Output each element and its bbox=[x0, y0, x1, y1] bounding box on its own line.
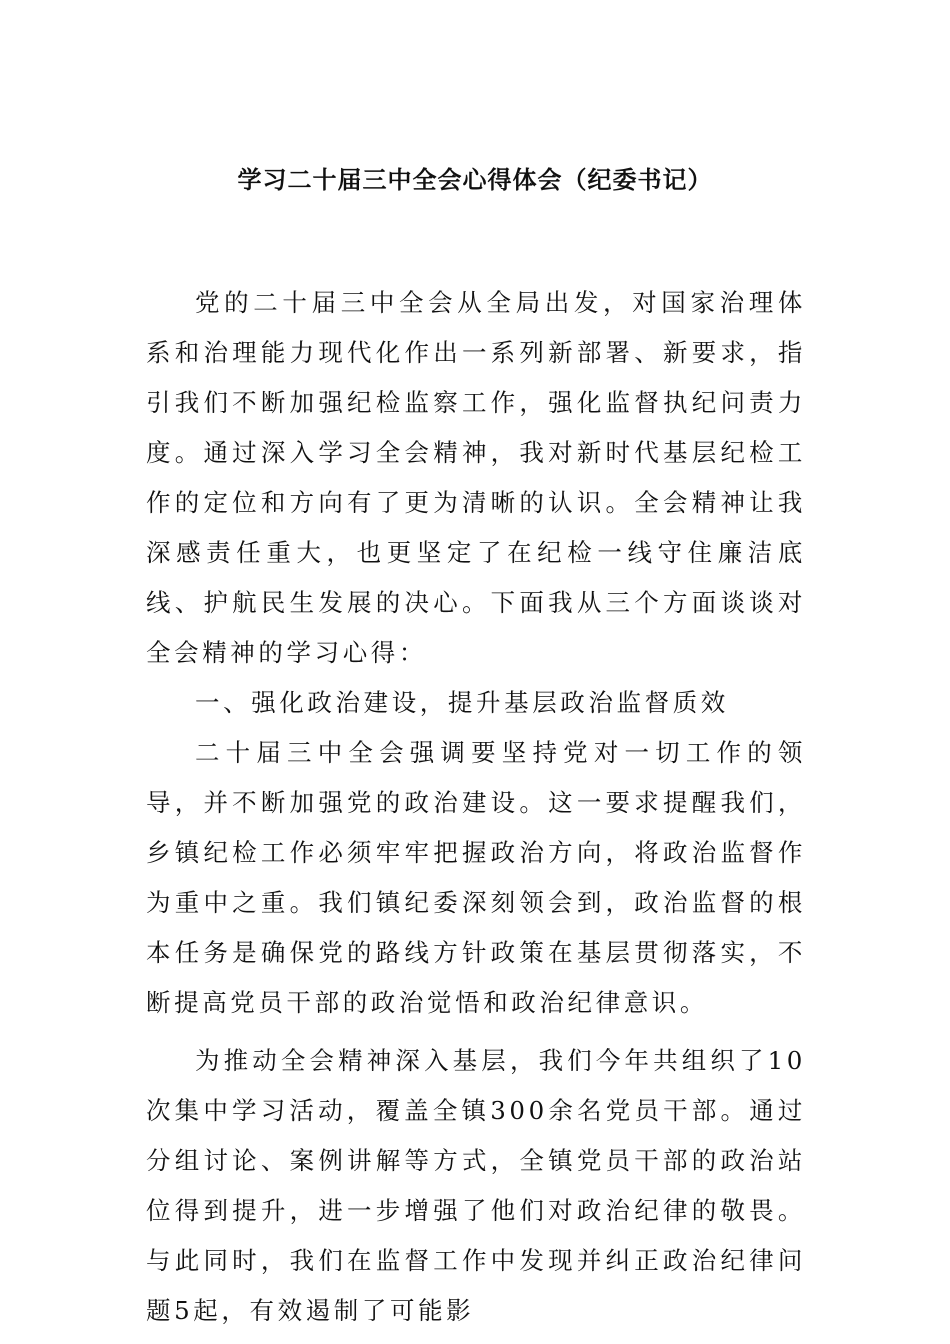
section-heading-1: 一、强化政治建设，提升基层政治监督质效 bbox=[195, 688, 729, 717]
paragraph-intro: 党的二十届三中全会从全局出发，对国家治理体系和治理能力现代化作出一系列新部署、新要求，指引我们不断加强纪检监察工作，强化监督执纪问责力度。通过深入学习全会精神，我对新时代基层纪检工作的定位和方向有了更为清晰的认识。全会精神让我深感责任重大，也更坚定了在纪检一线守住廉洁底线、护航民生发展的决心。下面我从三个方面谈谈对全会精神的学习心得： bbox=[146, 288, 806, 667]
paragraph-section-1: 二十届三中全会强调要坚持党对一切工作的领导，并不断加强党的政治建设。这一要求提醒我们，乡镇纪检工作必须牢牢把握政治方向，将政治监督作为重中之重。我们镇纪委深刻领会到，政治监督的根本任务是确保党的路线方针政策在基层贯彻落实，不断提高党员干部的政治觉悟和政治纪律意识。 bbox=[146, 738, 806, 1017]
document-title: 学习二十届三中全会心得体会（纪委书记） bbox=[237, 166, 713, 194]
paragraph-study-activities: 为推动全会精神深入基层，我们今年共组织了10次集中学习活动，覆盖全镇300余名党员干部。通过分组讨论、案例讲解等方式，全镇党员干部的政治站位得到提升，进一步增强了他们对政治纪律的敬畏。与此同时，我们在监督工作中发现并纠正政治纪律问题5起，有效遏制了可能影 bbox=[146, 1046, 806, 1325]
document-body bbox=[146, 278, 806, 1336]
